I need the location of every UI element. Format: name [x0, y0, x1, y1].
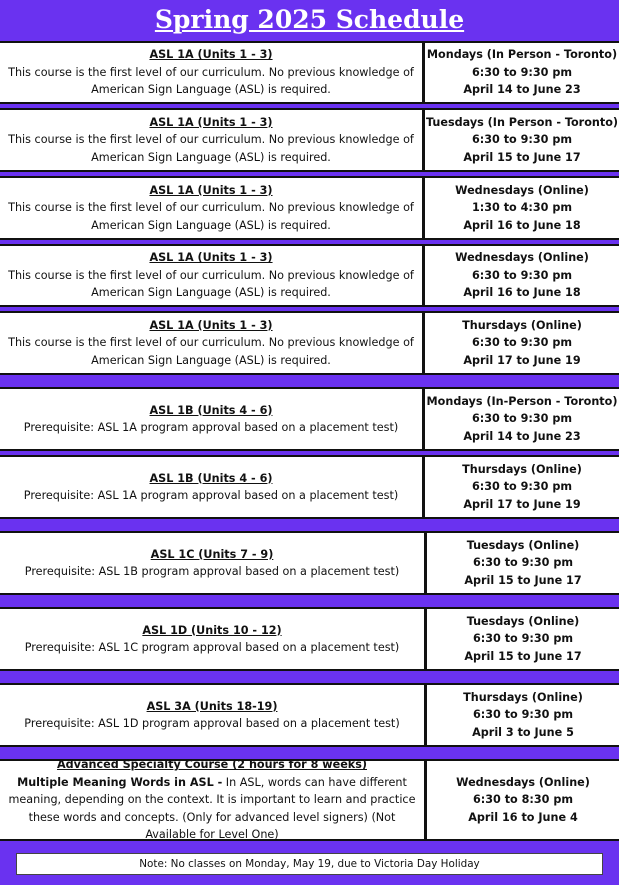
- course-info: [0, 178, 425, 238]
- course-title: ASL 1B (Units 4 - 6): [149, 403, 273, 417]
- page-title: Spring 2025 Schedule: [154, 4, 465, 34]
- course-time: 6:30 to 9:30 pm: [471, 336, 573, 350]
- schedule-row: [0, 607, 619, 671]
- course-time: 6:30 to 9:30 pm: [471, 65, 573, 79]
- course-title: ASL 1A (Units 1 - 3): [149, 115, 273, 129]
- schedule-info: [425, 246, 619, 305]
- course-time: 1:30 to 4:30 pm: [471, 201, 573, 215]
- course-dates: April 17 to June 19: [463, 497, 581, 511]
- course-time: 6:30 to 9:30 pm: [471, 480, 573, 494]
- schedule-info: [425, 389, 619, 449]
- course-dates: April 17 to June 19: [463, 353, 581, 367]
- course-day: Tuesdays (In Person - Toronto): [426, 115, 618, 129]
- schedule-info: [427, 609, 619, 669]
- schedule-info: [425, 110, 619, 170]
- schedule-info: [425, 457, 619, 517]
- schedule-row: [0, 311, 619, 375]
- course-day: Tuesdays (Online): [466, 538, 580, 552]
- course-dates: April 16 to June 18: [463, 218, 581, 232]
- schedule-info: [427, 685, 619, 745]
- course-title: ASL 1B (Units 4 - 6): [149, 471, 273, 485]
- course-info: [0, 609, 427, 669]
- course-title: ASL 3A (Units 18-19): [146, 699, 278, 713]
- course-day: Wednesdays (Online): [456, 775, 590, 789]
- course-info: [0, 533, 427, 593]
- course-description: Prerequisite: ASL 1C program approval based on a placement test): [24, 641, 400, 654]
- course-description: Prerequisite: ASL 1B program approval based on a placement test): [24, 565, 400, 578]
- course-dates: April 3 to June 5: [472, 725, 574, 739]
- course-title: Advanced Specialty Course (2 hours for 8 weeks): [57, 758, 367, 772]
- course-time: 6:30 to 8:30 pm: [472, 793, 574, 807]
- schedule-row: [0, 244, 619, 307]
- course-title: ASL 1A (Units 1 - 3): [149, 251, 273, 265]
- course-description: This course is the first level of our curriculum. No previous knowledge of American Sign Language (ASL) is required.: [8, 65, 414, 97]
- course-time: 6:30 to 9:30 pm: [471, 268, 573, 282]
- course-description: This course is the first level of our curriculum. No previous knowledge of American Sign Language (ASL) is required.: [8, 268, 414, 300]
- schedule-row: [0, 455, 619, 519]
- course-day: Thursdays (Online): [462, 462, 582, 476]
- schedule-info: [425, 43, 619, 102]
- course-info: [0, 389, 425, 449]
- course-title: ASL 1C (Units 7 - 9): [150, 547, 274, 561]
- course-description-lead: Multiple Meaning Words in ASL -: [17, 775, 223, 789]
- course-day: Wednesdays (Online): [455, 251, 589, 265]
- course-title: ASL 1A (Units 1 - 3): [149, 183, 273, 197]
- course-time: 6:30 to 9:30 pm: [471, 133, 573, 147]
- course-day: Tuesdays (Online): [466, 614, 580, 628]
- course-description: Prerequisite: ASL 1D program approval based on a placement test): [24, 717, 400, 730]
- course-title: ASL 1A (Units 1 - 3): [149, 318, 273, 332]
- course-dates: April 14 to June 23: [463, 83, 581, 97]
- schedule-row: [0, 176, 619, 240]
- course-info: [0, 457, 425, 517]
- course-dates: April 15 to June 17: [464, 573, 582, 587]
- course-description: Prerequisite: ASL 1A program approval based on a placement test): [23, 421, 399, 434]
- course-day: Thursdays (Online): [463, 690, 583, 704]
- schedule-info: [425, 313, 619, 373]
- course-time: 6:30 to 9:30 pm: [472, 632, 574, 646]
- course-description: This course is the first level of our curriculum. No previous knowledge of American Sign Language (ASL) is required.: [8, 201, 414, 232]
- course-time: 6:30 to 9:30 pm: [471, 412, 573, 426]
- course-day: Wednesdays (Online): [455, 183, 589, 197]
- course-info: [0, 246, 425, 305]
- schedule-info: [425, 178, 619, 238]
- course-info: [0, 758, 427, 842]
- course-description: Prerequisite: ASL 1A program approval based on a placement test): [23, 489, 399, 502]
- schedule-row: [0, 531, 619, 595]
- course-day: Mondays (In Person - Toronto): [426, 48, 618, 62]
- course-dates: April 16 to June 4: [468, 810, 578, 824]
- course-time: 6:30 to 9:30 pm: [472, 708, 574, 722]
- course-title: ASL 1D (Units 10 - 12): [142, 623, 282, 637]
- holiday-note: Note: No classes on Monday, May 19, due to Victoria Day Holiday: [16, 853, 603, 875]
- course-dates: April 15 to June 17: [464, 649, 582, 663]
- course-day: Thursdays (Online): [462, 318, 582, 332]
- course-description-body: In ASL, words can have different meaning, depending on the context. It is important to learn and practice these words and concepts. (Only for advanced level signers) (Not Available for Level One): [8, 775, 416, 842]
- schedule-info: [427, 761, 619, 839]
- schedule-row: [0, 387, 619, 451]
- schedule-row: [0, 759, 619, 841]
- course-info: [0, 43, 425, 102]
- course-time: 6:30 to 9:30 pm: [472, 556, 574, 570]
- course-info: [0, 685, 427, 745]
- course-day: Mondays (In-Person - Toronto): [426, 394, 618, 408]
- course-description: This course is the first level of our curriculum. No previous knowledge of American Sign Language (ASL) is required.: [8, 133, 414, 164]
- course-dates: April 15 to June 17: [463, 150, 581, 164]
- course-description: This course is the first level of our curriculum. No previous knowledge of American Sign Language (ASL) is required.: [8, 336, 414, 367]
- schedule-row: [0, 683, 619, 747]
- course-info: [0, 110, 425, 170]
- schedule-info: [427, 533, 619, 593]
- course-title: ASL 1A (Units 1 - 3): [149, 48, 273, 62]
- course-dates: April 16 to June 18: [463, 286, 581, 300]
- course-dates: April 14 to June 23: [463, 429, 581, 443]
- course-info: [0, 313, 425, 373]
- schedule-row: [0, 108, 619, 172]
- course-description: [4, 774, 420, 844]
- schedule-row: [0, 41, 619, 104]
